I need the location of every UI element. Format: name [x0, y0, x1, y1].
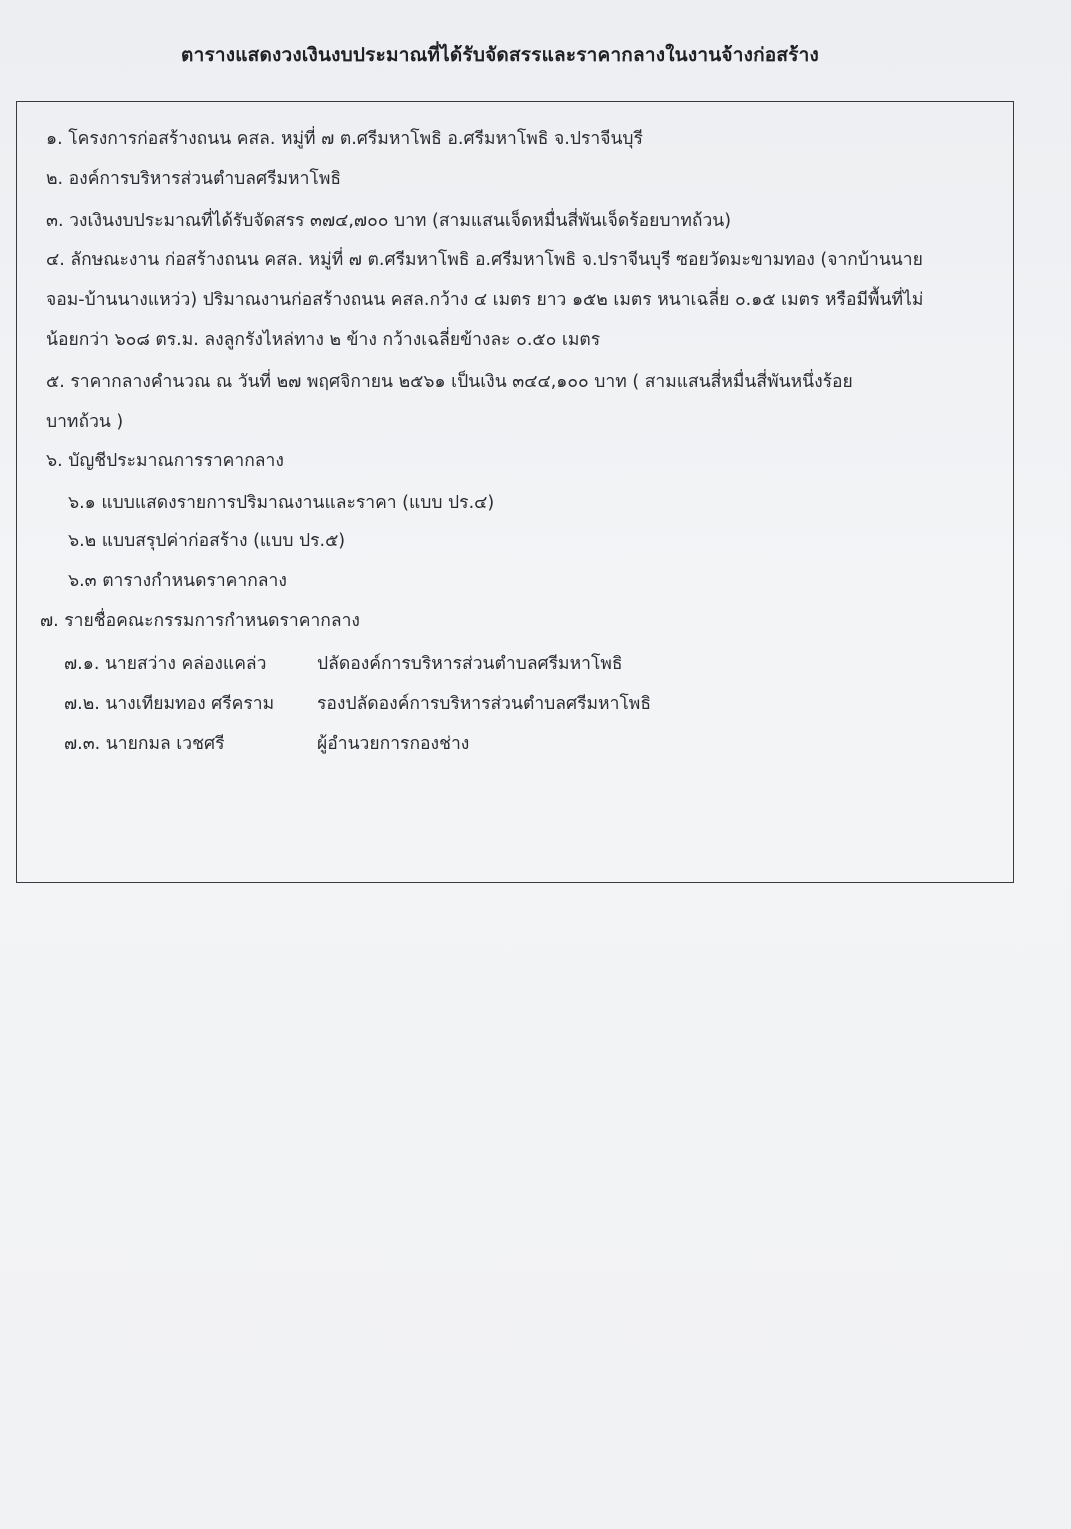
item-reference-price-line-2: บาทถ้วน ): [46, 412, 124, 432]
item-organization: ๒. องค์การบริหารส่วนตำบลศรีมหาโพธิ: [46, 169, 342, 189]
item-reference-price: [46, 362, 998, 442]
item-work-description-line-1: ๔. ลักษณะงาน ก่อสร้างถนน คสล. หมู่ที่ ๗ ต.ศรีมหาโพธิ อ.ศรีมหาโพธิ จ.ปราจีนบุรี ซอยวัดมะขามทอง (จากบ้านนาย: [46, 250, 923, 270]
committee-member-name: ๗.๑. นายสว่าง คล่องแคล่ว: [64, 654, 267, 674]
item-estimate-heading: ๖. บัญชีประมาณการราคากลาง: [46, 451, 284, 471]
item-work-description-line-3: น้อยกว่า ๖๐๘ ตร.ม. ลงลูกรังไหล่ทาง ๒ ข้าง กว้างเฉลี่ยข้างละ ๐.๕๐ เมตร: [46, 330, 601, 350]
committee-member-name: ๗.๒. นางเทียมทอง ศรีคราม: [64, 694, 275, 714]
item-budget: ๓. วงเงินงบประมาณที่ได้รับจัดสรร ๓๗๔,๗๐๐ บาท (สามแสนเจ็ดหมื่นสี่พันเจ็ดร้อยบาทถ้วน): [46, 211, 732, 231]
item-estimate-6-2: ๖.๒ แบบสรุปค่าก่อสร้าง (แบบ ปร.๕): [68, 531, 346, 551]
item-reference-price-line-1: ๕. ราคากลางคำนวณ ณ วันที่ ๒๗ พฤศจิกายน ๒๕๖๑ เป็นเงิน ๓๔๔,๑๐๐ บาท ( สามแสนสี่หมื่นสี่พันหนึ่งร้อย: [46, 372, 853, 392]
item-estimate-6-3: ๖.๓ ตารางกำหนดราคากลาง: [68, 571, 287, 591]
item-estimate-6-1: ๖.๑ แบบแสดงรายการปริมาณงานและราคา (แบบ ปร.๔): [68, 493, 495, 513]
item-work-description: [46, 240, 998, 360]
item-work-description-line-2: จอม-บ้านนางแหว่ว) ปริมาณงานก่อสร้างถนน คสล.กว้าง ๔ เมตร ยาว ๑๕๒ เมตร หนาเฉลี่ย ๐.๑๕ เมตร หรือมีพื้นที่ไม่: [46, 290, 924, 310]
committee-member-position: ปลัดองค์การบริหารส่วนตำบลศรีมหาโพธิ: [317, 654, 623, 674]
document-title: ตารางแสดงวงเงินงบประมาณที่ได้รับจัดสรรและราคากลางในงานจ้างก่อสร้าง: [181, 44, 819, 66]
committee-member-position: รองปลัดองค์การบริหารส่วนตำบลศรีมหาโพธิ: [317, 694, 652, 714]
item-project: ๑. โครงการก่อสร้างถนน คสล. หมู่ที่ ๗ ต.ศรีมหาโพธิ อ.ศรีมหาโพธิ จ.ปราจีนบุรี: [46, 129, 643, 149]
item-committee-heading: ๗. รายชื่อคณะกรรมการกำหนดราคากลาง: [40, 611, 360, 631]
committee-member-position: ผู้อำนวยการกองช่าง: [317, 734, 470, 754]
committee-member-name: ๗.๓. นายกมล เวชศรี: [64, 734, 225, 754]
